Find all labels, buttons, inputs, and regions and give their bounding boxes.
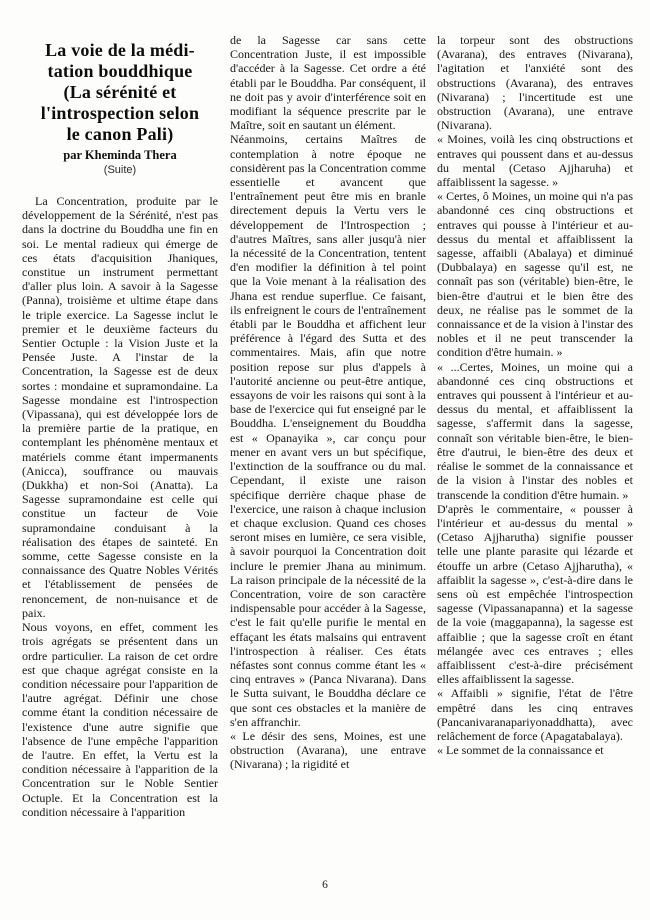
paragraph: D'après le commentaire, « pousser à l'intérieur et au-dessus du mental » (Cetaso Ajjharutha) signifie pousser telle une plante parasite qui lézarde et étouffe un arbre (Cetaso Ajjharutha), « affaiblit la sagesse », c'est-à-dire dans le sens où est empêchée l'introspection sagesse (Vipassanapanna) et la sagesse de la voie (maggapanna), la sagesse est affaiblie ; que la sagesse croît en étant mélangée avec ces entraves ; elles affaiblissent c'est-à-dire précisément elles affaiblissent la sagesse. bbox=[437, 501, 633, 687]
paragraph: « Certes, ô Moines, un moine qui n'a pas abandonné ces cinq obstructions et entraves qui pousse à l'intérieur et au-dessus du mental et affaiblissent la sagesse, affaibli (Abalaya) et diminué (Dubbalaya) en sagesse qu'il est, ne connaît pas son (véritable) bien-être, le bien-être d'autrui et le bien être des deux, ne réalise pas le sommet de la connaissance et de la vision à l'instar des nobles et il ne peut transcender la condition d'être humain. » bbox=[437, 189, 633, 360]
article-title-line: La voie de la médi- bbox=[45, 40, 195, 60]
article-title-line: (La sérénité et bbox=[63, 82, 177, 102]
paragraph: Nous voyons, en effet, comment les trois agrégats se présentent dans un ordre particulier. La raison de cet ordre est que chaque agrégat consiste en la condition nécessaire pour l'apparition de l'autre agrégat. Définir une chose comme étant la condition nécessaire de l'existence d'une autre signifie que l'absence de l'une empêche l'apparition de l'autre. En effet, la Vertu est la condition nécessaire à l'apparition de la Concentration sur le Noble Sentier Octuple. Et la Concentration est la condition nécessaire à l'apparition bbox=[22, 620, 218, 819]
paragraph: de la Sagesse car sans cette Concentration Juste, il est impossible d'accéder à la Sagesse. Cet ordre a été établi par le Bouddha. Par conséquent, il ne doit pas y avoir d'interférence soit en modifiant la séquence prescrite par le Maître, soit en sautant un élément. bbox=[230, 33, 426, 133]
article-byline: par Kheminda Thera bbox=[63, 148, 177, 162]
article-title-line: tation bouddhique bbox=[47, 61, 193, 81]
text-column-2 bbox=[230, 33, 426, 772]
article-subtitle: (Suite) bbox=[103, 164, 137, 176]
paragraph: La Concentration, produite par le développement de la Sérénité, n'est pas dans la doctrine du Bouddha une fin en soi. Le mental radieux qui émerge de ces états d'acquisition Jhaniques, constitue un instrument permettant d'aller plus loin. A savoir à la Sagesse (Panna), troisième et ultime étape dans le triple exercice. La Sagesse inclut le premier et le deuxième facteurs du Sentier Octuple : la Vision Juste et la Pensée Juste. A l'instar de la Concentration, la Sagesse est de deux sortes : mondaine et supramondaine. La Sagesse mondaine est l'introspection (Vipassana), qui est développée lors de la première partie de la pratique, en contemplant les phénomène mentaux et matériels comme étant impermanents (Anicca), souffrance ou mauvais (Dukkha) et non-Soi (Anatta). La Sagesse supramondaine est celle qui constitue un facteur de Voie supramondaine conduisant à la réalisation des étapes de sainteté. En somme, cette Sagesse consiste en la connaissance des Quatre Nobles Vérités et l'établissement de pensées de renoncement, de non-nuisance et de paix. bbox=[22, 194, 218, 620]
article-header bbox=[22, 40, 218, 177]
paragraph: « Moines, voilà les cinq obstructions et entraves qui poussent dans et au-dessus du mental (Cetaso Ajjharuha) et affaiblissent la sagesse. » bbox=[437, 132, 633, 190]
article-title-line: le canon Pali) bbox=[66, 124, 174, 144]
paragraph: « Affaibli » signifie, l'état de l'être empêtré dans les cinq entraves (Pancanivaranapariyonaddhatta), avec relâchement de force (Apagatabalaya). bbox=[437, 686, 633, 743]
paragraph: « ...Certes, Moines, un moine qui a abandonné ces cinq obstructions et entraves qui poussent à l'intérieur et au-dessus du mental, et affaiblissent la sagesse, s'affermit dans la sagesse, connaît son véritable bien-être, le bien-être d'autrui, le bien-être des deux et réalise le sommet de la connaissance et de la vision à l'instar des nobles et transcende la condition d'être humain. » bbox=[437, 359, 633, 502]
paragraph: la torpeur sont des obstructions (Avarana), des entraves (Nivarana), l'agitation et l'anxiété sont des obstructions (Avarana), des entraves (Nivarana) ; l'incertitude est une obstruction (Avarana), une entrave (Nivarana). bbox=[437, 33, 633, 133]
text-column-3 bbox=[437, 33, 633, 757]
paragraph: Néanmoins, certains Maîtres de contemplation à notre époque ne considèrent pas la Concentration comme essentielle et avancent que l'entraînement peut être mis en branle directement depuis la Vertu vers le développement de l'Introspection ; d'autres Maîtres, sans aller jusqu'à nier la nécessité de la Concentration, tentent d'en modifier la définition à tel point que la Voie menant à la réalisation des Jhana est rendue superflue. Ce faisant, ils enfreignent le cours de l'entraînement établi par le Bouddha et affichent leur préférence à l'égard des Sutta et des commentaires. Mais, afin que notre position repose sur plus d'appels à l'autorité ancienne ou peut-être antique, essayons de voir les raisons qui sont à la base de l'exercice qui fut enseigné par le Bouddha. L'enseignement du Bouddha est « Opanayika », car conçu pour mener en avant vers un but spécifique, l'extinction de la souffrance ou du mal. Cependant, il existe une raison spécifique derrière chaque phase de l'exercice, une raison à chaque inclusion et chaque exclusion. Quand ces choses seront mises en lumière, ce sera visible, à savoir pourquoi la Concentration doit inclure le premier Jhana au minimum. La raison principale de la nécessité de la Concentration, voire de son caractère indispensable pour accéder à la Sagesse, c'est le fait qu'elle purifie le mental en effaçant les états malsains qui entravent l'introspection à réaliser. Ces états néfastes sont connus comme étant les « cinq entraves » (Panca Nivarana). Dans le Sutta suivant, le Bouddha déclare ce que sont ces obstacles et la manière de s'en affranchir. bbox=[230, 132, 426, 729]
paragraph: « Le sommet de la connaissance et bbox=[437, 743, 604, 758]
page-number: 6 bbox=[322, 879, 328, 891]
article-title-line: l'introspection selon bbox=[40, 103, 200, 123]
text-column-1 bbox=[22, 40, 218, 819]
paragraph: « Le désir des sens, Moines, est une obstruction (Avarana), une entrave (Nivarana) ; la rigidité et bbox=[230, 728, 426, 772]
